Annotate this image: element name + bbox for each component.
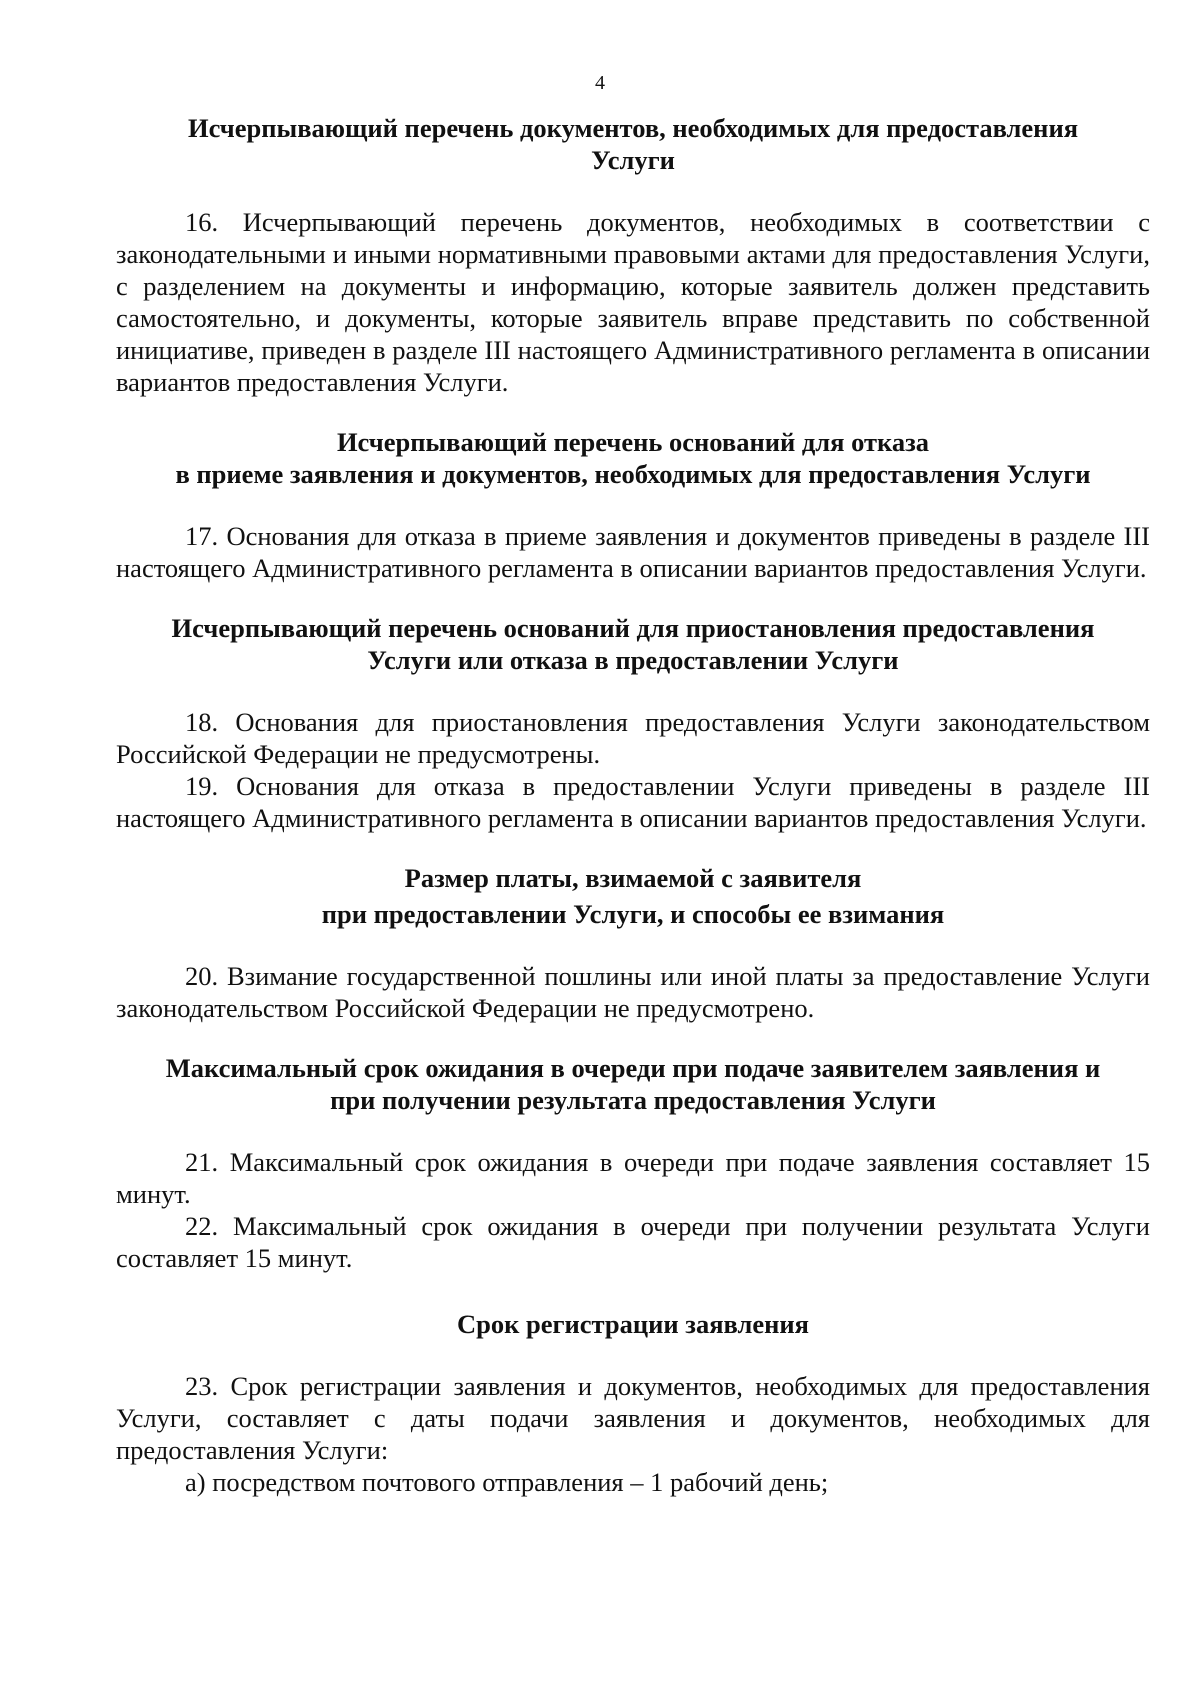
paragraph-23a: а) посредством почтового отправления – 1 рабочий день;: [185, 1467, 829, 1497]
page-number: 4: [595, 72, 605, 94]
section-heading: [116, 612, 1150, 676]
heading-line: при предоставлении Услуги, и способы ее взимания: [321, 899, 945, 929]
heading-line: Срок регистрации заявления: [456, 1309, 810, 1339]
document-body: [116, 112, 1150, 1498]
paragraph-22: 22. Максимальный срок ожидания в очереди при получении результата Услуги составляет 15 минут.: [116, 1211, 1150, 1273]
paragraph-23: 23. Срок регистрации заявления и документов, необходимых для предоставления Услуги, составляет с даты подачи заявления и документов, необходимых для предоставления Услуги:: [116, 1371, 1150, 1465]
paragraph-20: 20. Взимание государственной пошлины или иной платы за предоставление Услуги законодательством Российской Федерации не предусмотрено.: [116, 961, 1150, 1023]
heading-line: при получении результата предоставления Услуги: [330, 1085, 936, 1115]
paragraph-19: 19. Основания для отказа в предоставлении Услуги приведены в разделе III настоящего Административного регламента в описании вариантов предоставления Услуги.: [116, 771, 1150, 833]
heading-line: Исчерпывающий перечень оснований для приостановления предоставления: [171, 613, 1095, 643]
section-heading: [116, 1308, 1150, 1340]
heading-line: в приеме заявления и документов, необходимых для предоставления Услуги: [175, 459, 1091, 489]
paragraph-17: 17. Основания для отказа в приеме заявления и документов приведены в разделе III настоящего Административного регламента в описании вариантов предоставления Услуги.: [116, 521, 1150, 583]
heading-line: Исчерпывающий перечень оснований для отказа: [336, 427, 930, 457]
section-heading: [116, 862, 1150, 930]
heading-line: Услуги или отказа в предоставлении Услуги: [367, 645, 899, 675]
heading-line: Исчерпывающий перечень документов, необходимых для предоставления: [187, 113, 1079, 143]
section-heading: [116, 112, 1150, 176]
section-heading: [116, 1052, 1150, 1116]
paragraph-16: 16. Исчерпывающий перечень документов, необходимых в соответствии с законодательными и иными нормативными правовыми актами для предоставления Услуги, с разделением на документы и информацию, которые заявитель должен представить самостоятельно, и документы, которые заявитель вправе представить по собственной инициативе, приведен в разделе III настоящего Административного регламента в описании вариантов предоставления Услуги.: [116, 207, 1150, 397]
paragraph-18: 18. Основания для приостановления предоставления Услуги законодательством Российской Федерации не предусмотрены.: [116, 707, 1150, 769]
section-heading: [116, 426, 1150, 490]
heading-line: Максимальный срок ожидания в очереди при подаче заявителем заявления и: [165, 1053, 1101, 1083]
heading-line: Размер платы, взимаемой с заявителя: [404, 863, 862, 893]
paragraph-21: 21. Максимальный срок ожидания в очереди при подаче заявления составляет 15 минут.: [116, 1147, 1150, 1209]
heading-line: Услуги: [591, 145, 675, 175]
